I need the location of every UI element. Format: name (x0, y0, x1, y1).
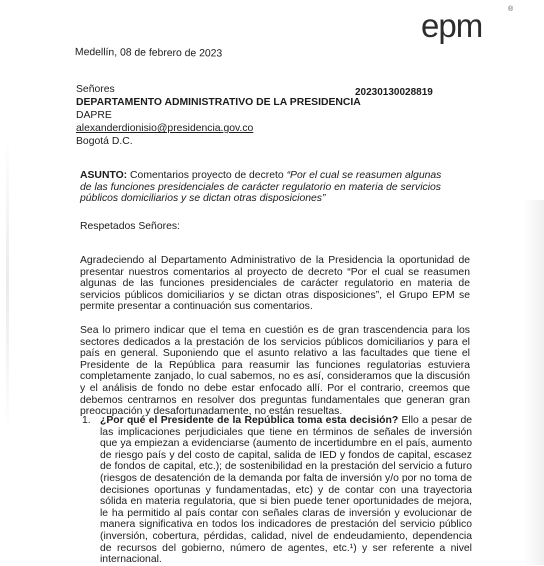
subject-intro: Comentarios proyecto de decreto (127, 170, 287, 181)
numbered-item-1 (82, 415, 472, 566)
scan-right-shadow (524, 200, 544, 565)
salutation: Respetados Señores: (80, 221, 180, 232)
recipient-email: alexanderdionisio@presidencia.gov.co (76, 123, 254, 134)
recipient-address (76, 83, 361, 148)
subject-line (80, 170, 452, 205)
paragraph-context: Sea lo primero indicar que el tema en cuestión es de gran trascendencia para los sectores dedicados a la prestación de los servicios públicos domiciliarios y para el país en general. Suponiendo que el asunto relativo a las facultades que tiene el Presidente de la República para reasumir las funciones regulatorias estuviera completamente zanjado, lo cual sabemos, no es así, consideramos que la discusión y el análisis de fondo no debe estar enfocado allí. Por el contrario, creemos que debemos centrarnos en resolver dos preguntas fundamentales que generan gran preocupación y desafortunadamente, no están resueltas. (80, 325, 470, 418)
subject-title: “Por el cual se reasumen algunas de las funciones presidenciales de carácter regulatorio en materia de servicios públicos domiciliarios y se dictan otras disposiciones” (80, 170, 442, 204)
letter-date: Medellín, 08 de febrero de 2023 (74, 47, 223, 60)
recipient-org-short: DAPRE (76, 110, 112, 121)
item-text: Ello a pesar de las implicaciones perjudiciales que tiene en términos de señales de inversión que ya empiezan a evidenciarse (aumento de incertidumbre en el país, aumento de riesgo país y del costo de capital, salida de IED y fondos de capital, escasez de fondos de capital, etc.); de sostenibilidad en la prestación del servicio a futuro (riesgos de desatención de la demanda por falta de inversión y/o por no toma de decisiones oportunas y fundamentadas, etc) y de contar con una trayectoria sólida en materia regulatoria, que si bien puede tener oportunidades de mejora, le ha permitido al país contar con señales claras de inversión y evolucionar de manera significativa en todos los indicadores de prestación del servicio público (inversión, cobertura, pérdidas, calidad, nivel de endeudamiento, dependencia de recursos del gobierno, número de agentes, etc.¹) y ser referente a nivel internacional. (100, 415, 473, 566)
item-question: ¿Por qué el Presidente de la República toma esta decisión? (100, 415, 399, 426)
radicado-number: 20230130028819 (355, 87, 433, 98)
subject-label: ASUNTO: (80, 170, 128, 181)
scan-edge-shadow (6, 135, 9, 435)
item-body (100, 415, 472, 566)
logo-text: epm (421, 7, 483, 44)
registered-mark: ® (508, 6, 514, 13)
paragraph-intro: Agradeciendo al Departamento Administrativo de la Presidencia la oportunidad de presentar nuestros comentarios al proyecto de decreto “Por el cual se reasumen algunas de las funciones presidenciales de carácter regulatorio en materia de servicios públicos domiciliarios y se dictan otras disposiciones”, el Grupo EPM se permite presentar a continuación sus comentarios. (80, 255, 470, 313)
epm-logo (421, 8, 501, 44)
recipient-city: Bogotá D.C. (76, 136, 133, 147)
recipient-greeting: Señores (76, 84, 115, 95)
recipient-org: DEPARTAMENTO ADMINISTRATIVO DE LA PRESIDENCIA (76, 97, 361, 108)
item-number: 1. (82, 415, 91, 426)
